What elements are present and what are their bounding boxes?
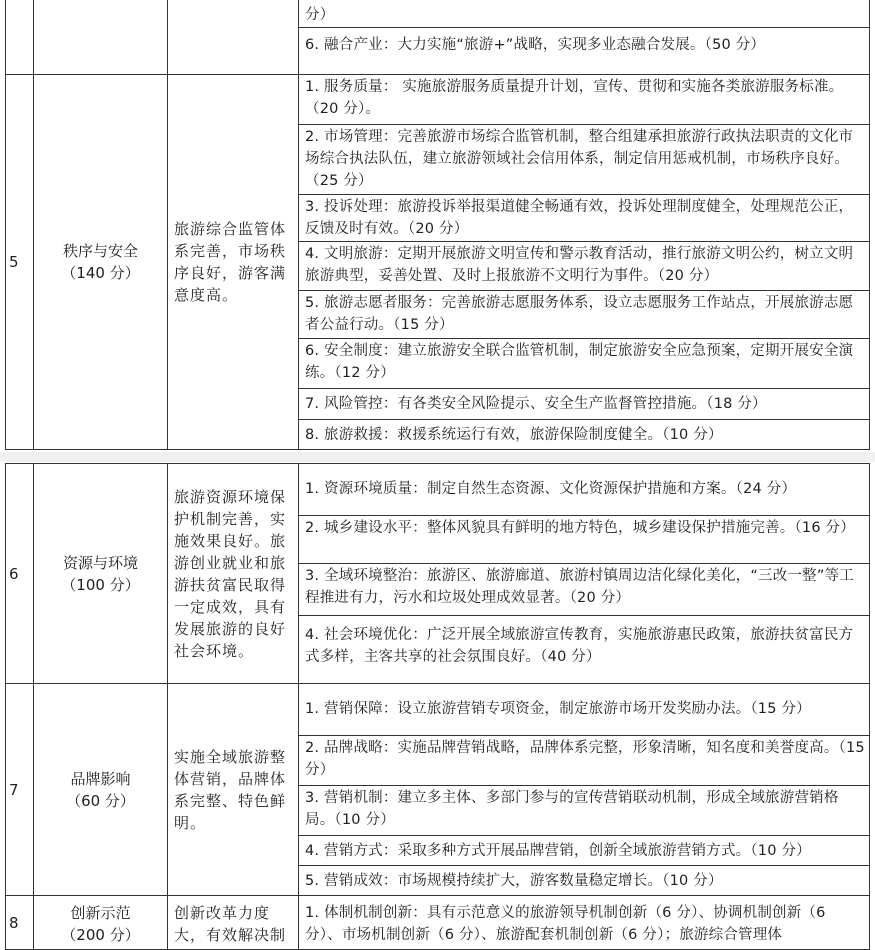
row-number: 5 [6, 74, 34, 449]
item-row: 2. 城乡建设水平：整体风貌具有鲜明的地方特色，城乡建设保护措施完善。（16 分） [299, 516, 870, 564]
goal-cell: 旅游资源环境保护机制完善，实施效果良好。旅游创业就业和旅游扶贫富民取得一定成效，具有发展旅游的良好社会环境。 [168, 464, 299, 684]
cell-goal-empty [168, 0, 299, 74]
cell-num-empty [6, 0, 34, 74]
category-points: （100 分） [61, 575, 140, 594]
cell-cat-empty [34, 0, 168, 74]
item-row: 5. 营销成效：市场规模持续扩大，游客数量稳定增长。（10 分） [299, 866, 870, 896]
item-row: 2. 品牌战略：实施品牌营销战略，品牌体系完整，形象清晰，知名度和美誉度高。（15 分） [299, 736, 870, 786]
item-row: 4. 社会环境优化：广泛开展全域旅游宣传教育，实施旅游惠民政策，旅游扶贫富民方式多样，主客共享的社会氛围良好。（40 分） [299, 616, 870, 684]
item-row: 3. 投诉处理：旅游投诉举报渠道健全畅通有效，投诉处理制度健全，处理规范公正，反馈及时有效。（20 分） [299, 194, 870, 241]
evaluation-table-part1 [5, 0, 870, 450]
category-label: 秩序与安全 [62, 241, 138, 260]
item-row: 3. 营销机制：建立多主体、多部门参与的宣传营销联动机制，形成全域旅游营销格局。（10 分） [299, 786, 870, 836]
category-label: 创新示范 [70, 904, 131, 922]
item-row: 8. 旅游救援：救援系统运行有效，旅游保险制度健全。（10 分） [299, 419, 870, 449]
evaluation-table-part2 [5, 463, 870, 950]
item-row: 1. 营销保障：设立旅游营销专项资金，制定旅游市场开发奖励办法。（15 分） [299, 684, 870, 736]
goal-cell: 实施全域旅游整体营销，品牌体系完整、特色鲜明。 [168, 684, 299, 896]
item-fragment: 分） [299, 0, 870, 28]
item-row: 3. 全域环境整治：旅游区、旅游廊道、旅游村镇周边洁化绿化美化，“三改一整”等工程推进有力，污水和垃圾处理成效显著。（20 分） [299, 564, 870, 616]
category-cell [34, 74, 168, 449]
category-cell [34, 684, 168, 896]
item-row: 1. 服务质量： 实施旅游服务质量提升计划，宣传、贯彻和实施各类旅游服务标准。（20 分）。 [299, 74, 870, 124]
item-row: 4. 营销方式：采取多种方式开展品牌营销，创新全域旅游营销方式。（10 分） [299, 836, 870, 866]
goal-cell: 旅游综合监管体系完善，市场秩序良好，游客满意度高。 [168, 74, 299, 449]
page-gap [0, 452, 875, 462]
category-label: 品牌影响 [70, 769, 131, 788]
item-row: 7. 风险管控：有各类安全风险提示、安全生产监督管控措施。（18 分） [299, 389, 870, 419]
item-fusion-industry: 6. 融合产业：大力实施“旅游+”战略，实现多业态融合发展。（50 分） [299, 28, 870, 74]
category-cell [34, 896, 168, 950]
category-points: （140 分） [61, 263, 140, 282]
item-row: 5. 旅游志愿者服务：完善旅游志愿服务体系，设立志愿服务工作站点，开展旅游志愿者公益行动。（15 分） [299, 290, 870, 338]
item-row: 2. 市场管理：完善旅游市场综合监管机制，整合组建承担旅游行政执法职责的文化市场综合执法队伍，建立旅游领域社会信用体系，制定信用惩戒机制，市场秩序良好。（25 分） [299, 125, 870, 195]
category-points: （60 分） [66, 791, 135, 810]
row-number: 6 [6, 464, 34, 684]
item-row: 6. 安全制度：建立旅游安全联合监管机制，制定旅游安全应急预案，定期开展安全演练。（12 分） [299, 338, 870, 388]
row-number: 7 [6, 684, 34, 896]
item-row: 1. 体制机制创新：具有示范意义的旅游领导机制创新（6 分）、协调机制创新（6 分）、市场机制创新（6 分）、旅游配套机制创新（6 分）；旅游综合管理体 [299, 896, 870, 950]
category-cell [34, 464, 168, 684]
category-points: （200 分） [61, 926, 140, 944]
category-label: 资源与环境 [62, 553, 138, 572]
goal-cell: 创新改革力度大，有效解决制 [168, 896, 299, 950]
row-number: 8 [6, 896, 34, 950]
item-row: 1. 资源环境质量：制定自然生态资源、文化资源保护措施和方案。（24 分） [299, 464, 870, 516]
item-row: 4. 文明旅游：定期开展旅游文明宣传和警示教育活动，推行旅游文明公约，树立文明旅游典型，妥善处置、及时上报旅游不文明行为事件。（20 分） [299, 242, 870, 290]
